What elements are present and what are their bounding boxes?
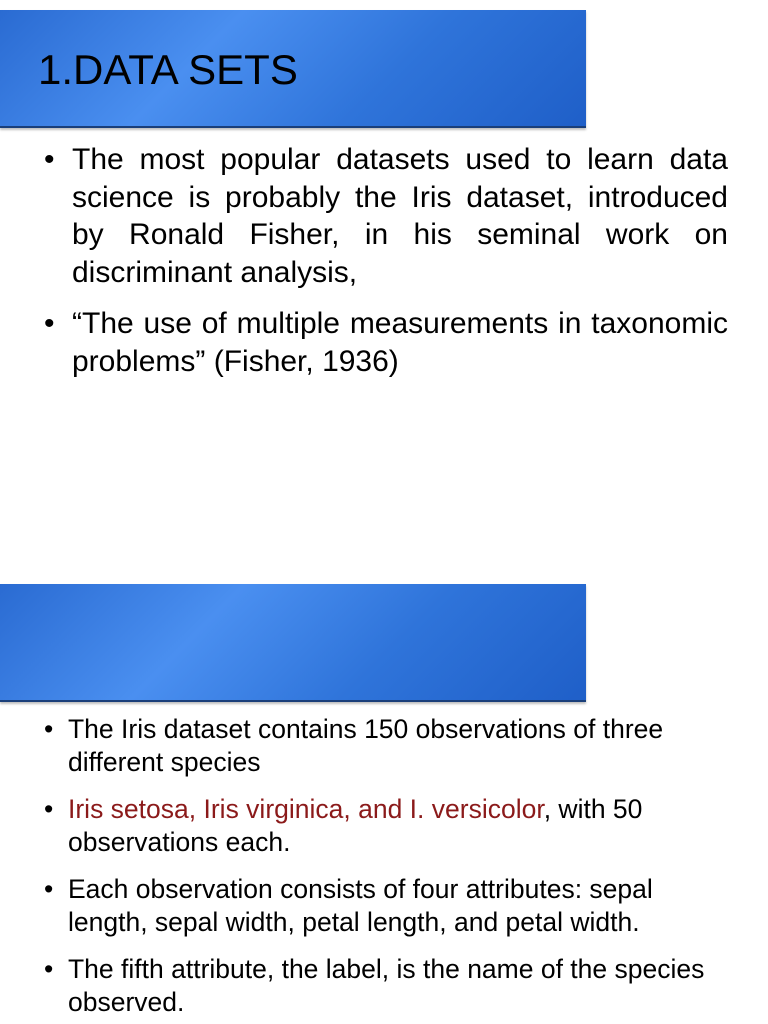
bullet-text: The Iris dataset contains 150 observations of three different species: [68, 714, 664, 777]
list-item: [44, 873, 734, 939]
section-banner: [0, 584, 586, 702]
slide-title: 1.DATA SETS: [38, 46, 298, 93]
bullet-text: “The use of multiple measurements in taxonomic problems” (Fisher, 1936): [72, 307, 728, 378]
intro-bullet-list: [44, 141, 728, 394]
bullet-icon: •: [44, 874, 54, 904]
bullet-icon: •: [44, 714, 54, 744]
list-item: [44, 141, 728, 291]
bullet-text: Each observation consists of four attributes: sepal length, sepal width, petal length, and petal width.: [68, 874, 653, 937]
bullet-icon: •: [44, 794, 54, 824]
bullet-text: , with 50 observations each.: [68, 794, 643, 857]
list-item: [44, 713, 734, 779]
list-item: [44, 793, 734, 859]
list-item: [44, 305, 728, 380]
bullet-icon: •: [44, 954, 54, 984]
iris-bullet-list: [44, 713, 734, 1024]
bullet-text: The most popular datasets used to learn data science is probably the Iris dataset, introduced by Ronald Fisher, in his seminal work on discriminant analysis,: [72, 143, 728, 289]
species-names: Iris setosa, Iris virginica, and I. versicolor: [68, 794, 544, 824]
bullet-icon: •: [44, 143, 55, 176]
bullet-icon: •: [44, 307, 55, 340]
title-banner: [0, 10, 586, 128]
bullet-text: The fifth attribute, the label, is the name of the species observed.: [68, 954, 705, 1017]
list-item: [44, 953, 734, 1019]
